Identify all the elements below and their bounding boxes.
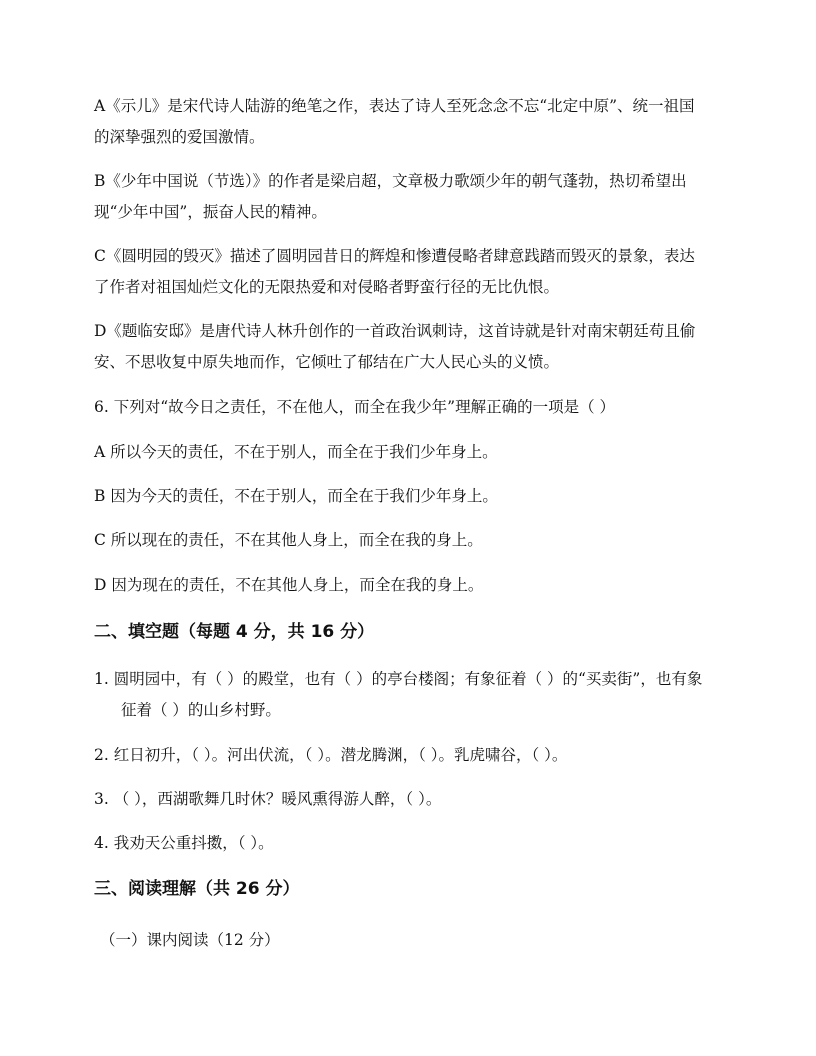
option-b-line-2: 现“少年中国”，振奋人民的精神。 — [94, 203, 327, 221]
section-2-title: 二、填空题（每题 4 分，共 16 分） — [94, 622, 375, 642]
section-3-title: 三、阅读理解（共 26 分） — [94, 879, 300, 899]
fill-item-1-line-2: 征着（ ）的山乡村野。 — [121, 701, 281, 719]
fill-item-2: 2. 红日初升，（ ）。河出伏流，（ ）。潜龙腾渊，（ ）。乳虎啸谷，（ ）。 — [94, 746, 568, 764]
option-c-line-2: 了作者对祖国灿烂文化的无限热爱和对侵略者野蛮行径的无比仇恨。 — [94, 278, 560, 296]
question-6-option-b: B 因为今天的责任，不在于别人，而全在于我们少年身上。 — [94, 487, 498, 505]
fill-item-1-line-1: 1. 圆明园中，有（ ）的殿堂，也有（ ）的亭台楼阁；有象征着（ ）的“买卖街”，也有象 — [94, 670, 703, 688]
fill-item-3: 3. （ ），西湖歌舞几时休？暖风熏得游人醉，（ ）。 — [94, 790, 442, 808]
question-6-stem: 6. 下列对“故今日之责任，不在他人，而全在我少年”理解正确的一项是（ ） — [94, 398, 615, 416]
question-6-option-a: A 所以今天的责任，不在于别人，而全在于我们少年身上。 — [94, 443, 498, 461]
option-a-line-2: 的深挚强烈的爱国激情。 — [94, 128, 265, 146]
option-c-line-1: C《圆明园的毁灭》描述了圆明园昔日的辉煌和惨遭侵略者肆意践踏而毁灭的景象，表达 — [94, 247, 695, 265]
option-d-line-1: D《题临安邸》是唐代诗人林升创作的一首政治讽刺诗，这首诗就是针对南宋朝廷苟且偷 — [94, 322, 696, 340]
fill-item-4: 4. 我劝天公重抖擞，（ ）。 — [94, 834, 274, 852]
option-d-line-2: 安、不思收复中原失地而作，它倾吐了郁结在广大人民心头的义愤。 — [94, 353, 560, 371]
question-6-option-c: C 所以现在的责任，不在其他人身上，而全在我的身上。 — [94, 531, 483, 549]
section-3-subtitle: （一）课内阅读（12 分） — [100, 931, 280, 949]
question-6-option-d: D 因为现在的责任，不在其他人身上，而全在我的身上。 — [94, 576, 484, 594]
option-a-line-1: A《示儿》是宋代诗人陆游的绝笔之作，表达了诗人至死念念不忘“北定中原”、统一祖国 — [94, 97, 695, 115]
option-b-line-1: B《少年中国说（节选）》的作者是梁启超，文章极力歌颂少年的朝气蓬勃，热切希望出 — [94, 172, 687, 190]
